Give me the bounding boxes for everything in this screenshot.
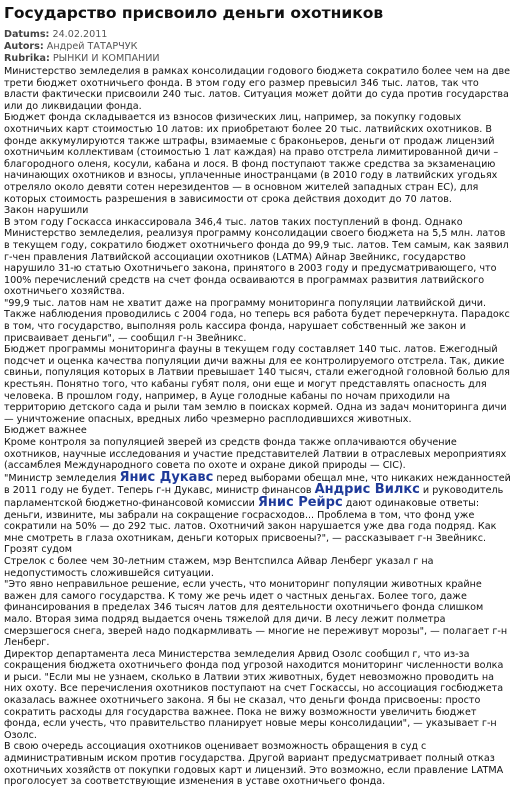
rubric-line xyxy=(4,53,511,65)
date-line xyxy=(4,29,511,41)
paragraph: Бюджет фонда складывается из взносов физических лиц, например, за покупку годовых охотничьих карт стоимостью 10 латов: их приобретают более 20 тыс. латвийских охотников. В фонде аккумулируются также штрафы, взимаемые с браконьеров, деньги от продаж лицензий охотничьим коллективам (стоимостью 1 лат каждая) на право отстрела лимитированной дичи – благородного оленя, косули, кабана и лося. В фонд поступают также средства за экзаменацию начинающих охотников и взносы, уплаченные иностранцами (в 2010 году в латвийских угодьях отрелялo около девяти сотен нерезидентов — в основном жителей западных стран ЕС), для которых стоимость разрешения в зависимости от срока действия доходит до 70 латов. xyxy=(4,112,499,205)
subheading: Бюджет важнее xyxy=(4,425,87,437)
subheading: Закон нарушили xyxy=(4,205,89,217)
person-link-reirs[interactable]: Янис Рейрс xyxy=(257,494,343,510)
paragraph: Министерство земледелия в рамках консолидации годового бюджета сократило более чем на две трети бюджет охотничьего фонда. В этом году его размер превысил 346 тыс. латов, так что власти фактически присвоили 240 тыс. латов. Ситуация может дойти до суда против государства или до ликвидации фонда. xyxy=(4,66,511,112)
author-label: Autors: xyxy=(4,41,44,52)
paragraph: "99,9 тыс. латов нам не хватит даже на программу мониторинга популяции латвийской дичи. Также наблюдения проводились с 2004 года, но теперь вся работа будет перечеркнута. Парадокс в том, что государство, выполняя роль кассира фонда, нарушает собственный же закон и присваивает деньги", — сообщил г-н Звейникс. xyxy=(4,297,510,344)
paragraph: Директор департамента леса Министерства земледелия Арвид Озолс сообщил г, что из-за сокращения бюджета охотничьего фонда под угрозой находится мониторинг численности волка и рыси. "Если мы не узнаем, сколько в Латвии этих животных, будет невозможно проводить на них охоту. Все перечисления охотников поступают на счет Госкассы, но ассоциация госбюджета оказалась важнее охотничьего закона. Я бы не сказал, что деньги фонда присвоены: просто сократить расходы для государства важнее. Пока не вижу возможности увеличить бюджет фонда, если учесть, что правительство планирует новые меры консолидации", — указывает г-н Озолс. xyxy=(4,648,504,741)
rubric-value: РЫНКИ И КОМПАНИИ xyxy=(52,53,160,64)
author-value: Андрей ТАТАРЧУК xyxy=(46,41,138,52)
paragraph: В свою очередь ассоциация охотников оценивает возможность обращения в суд с административным иском против государства. Другой вариант предусматривает полный отказ охотничьих хозяйств от покупки годовых карт и лицензий. Это возможно, если правление LATMA проголосует за соответствующие изменения в уставе охотничьего фонда. xyxy=(4,741,504,788)
paragraph: Стрелок с более чем 30-летним стажем, мэр Вентспилса Айвар Ленберг указал г на недопустимость сложившейся ситуации. xyxy=(4,555,434,579)
paragraph: В этом году Госкасса инкассировала 346,4 тыс. латов таких поступлений в фонд. Однако Министерство земледелия, реализуя программу консолидации своего бюджета на 5,5 млн. латов в текущем году, сократило бюджет охотничьего фонда до 99,9 тыс. латов. Тем самым, как заявил г-чен правления Латвийской ассоциации охотников (LATMA) Айнар Звейникс, государство нарушило 31-ю статью Охотничьего закона, принятого в 2003 году и предусматривающего, что 100% перечислений средств на счет фонда осваиваются в программах развития латвийского охотничьего хозяйства. xyxy=(4,216,509,298)
date-value: 24.02.2011 xyxy=(52,29,108,40)
person-link-vilks[interactable]: Андрис Вилкс xyxy=(314,482,420,498)
article-body xyxy=(4,66,511,788)
subheading: Грозят судом xyxy=(4,544,73,556)
rubric-label: Rubrika: xyxy=(4,53,50,64)
date-label: Datums: xyxy=(4,29,50,40)
author-line xyxy=(4,41,511,53)
article-title: Государство присвоило деньги охотников xyxy=(4,4,384,22)
person-link-dukavs[interactable]: Янис Дукавс xyxy=(119,469,214,485)
article-meta xyxy=(4,29,511,65)
paragraph: Кроме контроля за популяцией зверей из средств фонда также оплачиваются обучение охотников, научные исследования и участие представителей Латвии в отраслевых мероприятиях (ассамблея Международного совета по охоте и охране дикой природы — CIC). xyxy=(4,437,507,472)
paragraph-with-names: "Министр земледелия Янис Дукавс перед выборами обещал мне, что никаких нежданностей в 2011 году не будет. Теперь г-н Дукавс, министр финансов Андрис Вилкс и руководитель парламентской бюджетно-финансовой комиссии Янис Рейрс дают одинаковые ответы: деньги, извините, мы забрали на сокращение госрасходов... Проблема в том, что фонд уже сократили на 50% — до 292 тыс. латов. Охотничий закон нарушается уже два года подряд. Как мне смотреть в глаза охотникам, деньги которых присвоены?", — рассказывает г-н Звейникс. xyxy=(4,469,511,544)
paragraph: Бюджет программы мониторинга фауны в текущем году составляет 140 тыс. латов. Ежегодный подсчет и оценка качества популяции дичи важны для ее контролируемого отстрела. Так, дикие свиньи, популяция которых в Латвии превышает 140 тысяч, стали ежегодной головной болью для крестьян. Понятно того, что кабаны губят поля, они еще и могут представлять опасность для человека. В прошлом году, например, в Ауце голодные кабаны по ночам приходили на территорию детского сада и рыли там землю в поисках кормей. Одна из задач мониторинга дичи — уничтожение опасных, вредных либо чрезмерно расплодившихся животных. xyxy=(4,344,510,425)
paragraph: "Это явно неправильное решение, если учесть, что мониторинг популяции животных крайне важен для самого государства. К тому же речь идет о частных деньгах. Более того, даже финансирования в пределах 346 тысяч латов для деятельности охотничьего фонда слишком мало. Вторая зима подряд выдается очень тяжелой для дичи. В лесу лежит полметра смерзшегося снега, зверей надо подкармливать — многие не переживут морозы", — полагает г-н Ленберг. xyxy=(4,579,508,649)
